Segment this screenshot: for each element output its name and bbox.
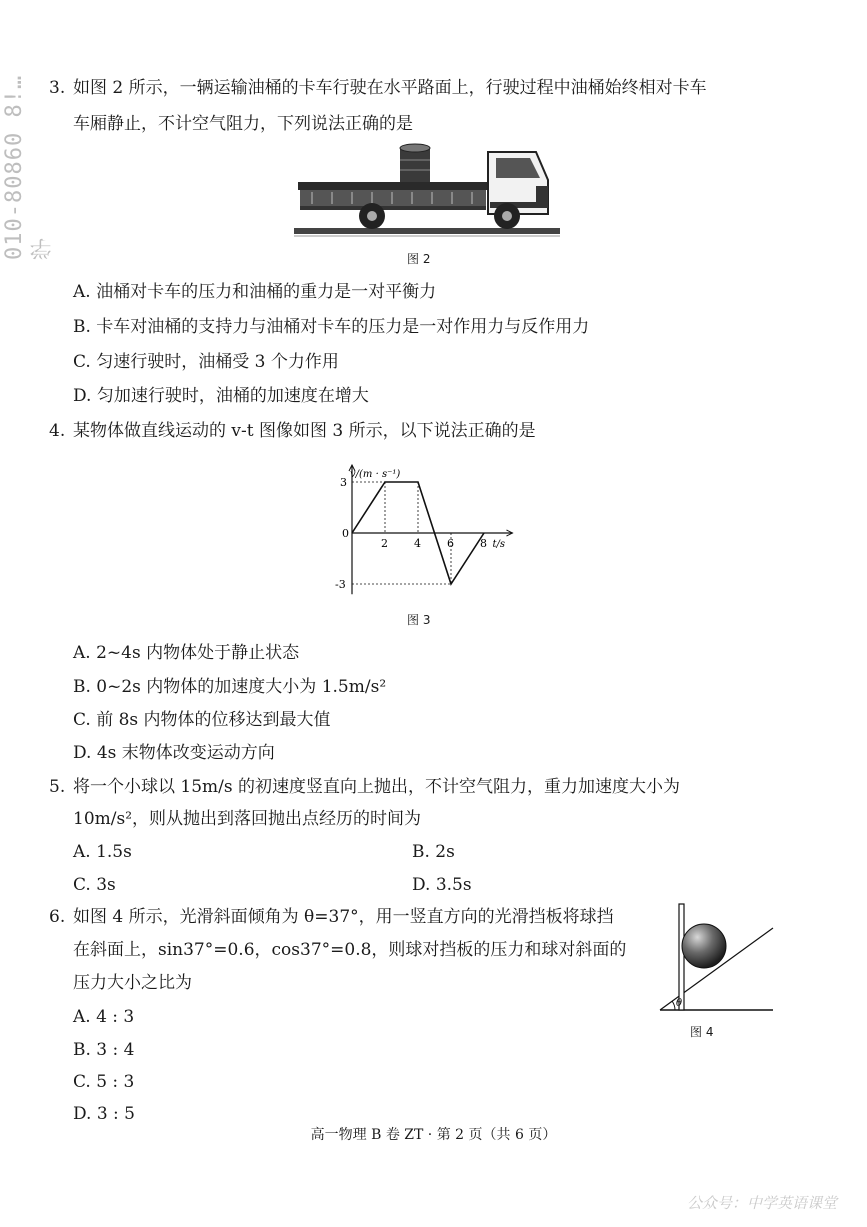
q4-option-c[interactable]: C. 前 8s 内物体的位移达到最大值 (73, 710, 331, 730)
q4-option-d[interactable]: D. 4s 末物体改变运动方向 (73, 743, 275, 763)
q5-option-b[interactable]: B. 2s (412, 842, 455, 862)
x-tick-2: 2 (381, 537, 388, 550)
q3-number: 3. (49, 78, 66, 98)
figure2-caption: 图 2 (407, 252, 431, 266)
q4-option-a[interactable]: A. 2~4s 内物体处于静止状态 (73, 643, 300, 663)
q4-stem: 某物体做直线运动的 v-t 图像如图 3 所示，以下说法正确的是 (73, 421, 536, 441)
side-stamp: 010-80860 8!…学 (2, 74, 55, 260)
x-tick-4: 4 (414, 537, 421, 550)
page-footer: 高一物理 B 卷 ZT · 第 2 页（共 6 页） (310, 1127, 557, 1143)
q4-number: 4. (49, 421, 66, 441)
x-tick-6: 6 (447, 537, 454, 550)
q3-option-d[interactable]: D. 匀加速行驶时，油桶的加速度在增大 (73, 386, 369, 406)
q5-option-a[interactable]: A. 1.5s (73, 842, 132, 862)
q6-option-b[interactable]: B. 3 : 4 (73, 1040, 135, 1060)
angle-label: θ (676, 998, 683, 1009)
q4-option-b[interactable]: B. 0~2s 内物体的加速度大小为 1.5m/s² (73, 677, 387, 697)
y-axis-label: v/(m · s⁻¹) (350, 469, 401, 480)
q6-option-c[interactable]: C. 5 : 3 (73, 1072, 135, 1092)
watermark: 公众号：中学英语课堂 (686, 1194, 837, 1212)
q6-option-a[interactable]: A. 4 : 3 (73, 1007, 135, 1027)
ball (682, 924, 726, 968)
figure4-caption: 图 4 (690, 1025, 714, 1039)
q6-stem-line3: 压力大小之比为 (73, 973, 192, 993)
q5-option-c[interactable]: C. 3s (73, 875, 116, 895)
q6-stem-line1: 如图 4 所示，光滑斜面倾角为 θ=37°，用一竖直方向的光滑挡板将球挡 (73, 907, 614, 927)
q3-option-b[interactable]: B. 卡车对油桶的支持力与油桶对卡车的压力是一对作用力与反作用力 (73, 317, 590, 337)
incline-figure (655, 900, 780, 1015)
truck-figure (292, 140, 562, 240)
q5-number: 5. (49, 777, 66, 797)
q6-stem-line2: 在斜面上，sin37°=0.6，cos37°=0.8，则球对挡板的压力和球对斜面的 (73, 940, 627, 960)
x-axis-label: t/s (492, 539, 506, 550)
y-tick--3: -3 (335, 578, 346, 591)
figure3-caption: 图 3 (407, 613, 431, 627)
q3-stem-line2: 车厢静止，不计空气阻力，下列说法正确的是 (73, 114, 413, 134)
q5-stem-line2: 10m/s²，则从抛出到落回抛出点经历的时间为 (73, 809, 422, 829)
q3-option-c[interactable]: C. 匀速行驶时，油桶受 3 个力作用 (73, 352, 339, 372)
q6-number: 6. (49, 907, 66, 927)
y-tick-3: 3 (340, 476, 347, 489)
q3-stem-line1: 如图 2 所示，一辆运输油桶的卡车行驶在水平路面上，行驶过程中油桶始终相对卡车 (73, 78, 707, 98)
q5-stem-line1: 将一个小球以 15m/s 的初速度竖直向上抛出，不计空气阻力，重力加速度大小为 (73, 777, 681, 797)
q3-option-a[interactable]: A. 油桶对卡车的压力和油桶的重力是一对平衡力 (73, 282, 437, 302)
q5-option-d[interactable]: D. 3.5s (412, 875, 472, 895)
vt-graph (330, 448, 530, 608)
origin-label: 0 (342, 527, 349, 540)
q6-option-d[interactable]: D. 3 : 5 (73, 1104, 135, 1124)
x-tick-8: 8 (480, 537, 487, 550)
